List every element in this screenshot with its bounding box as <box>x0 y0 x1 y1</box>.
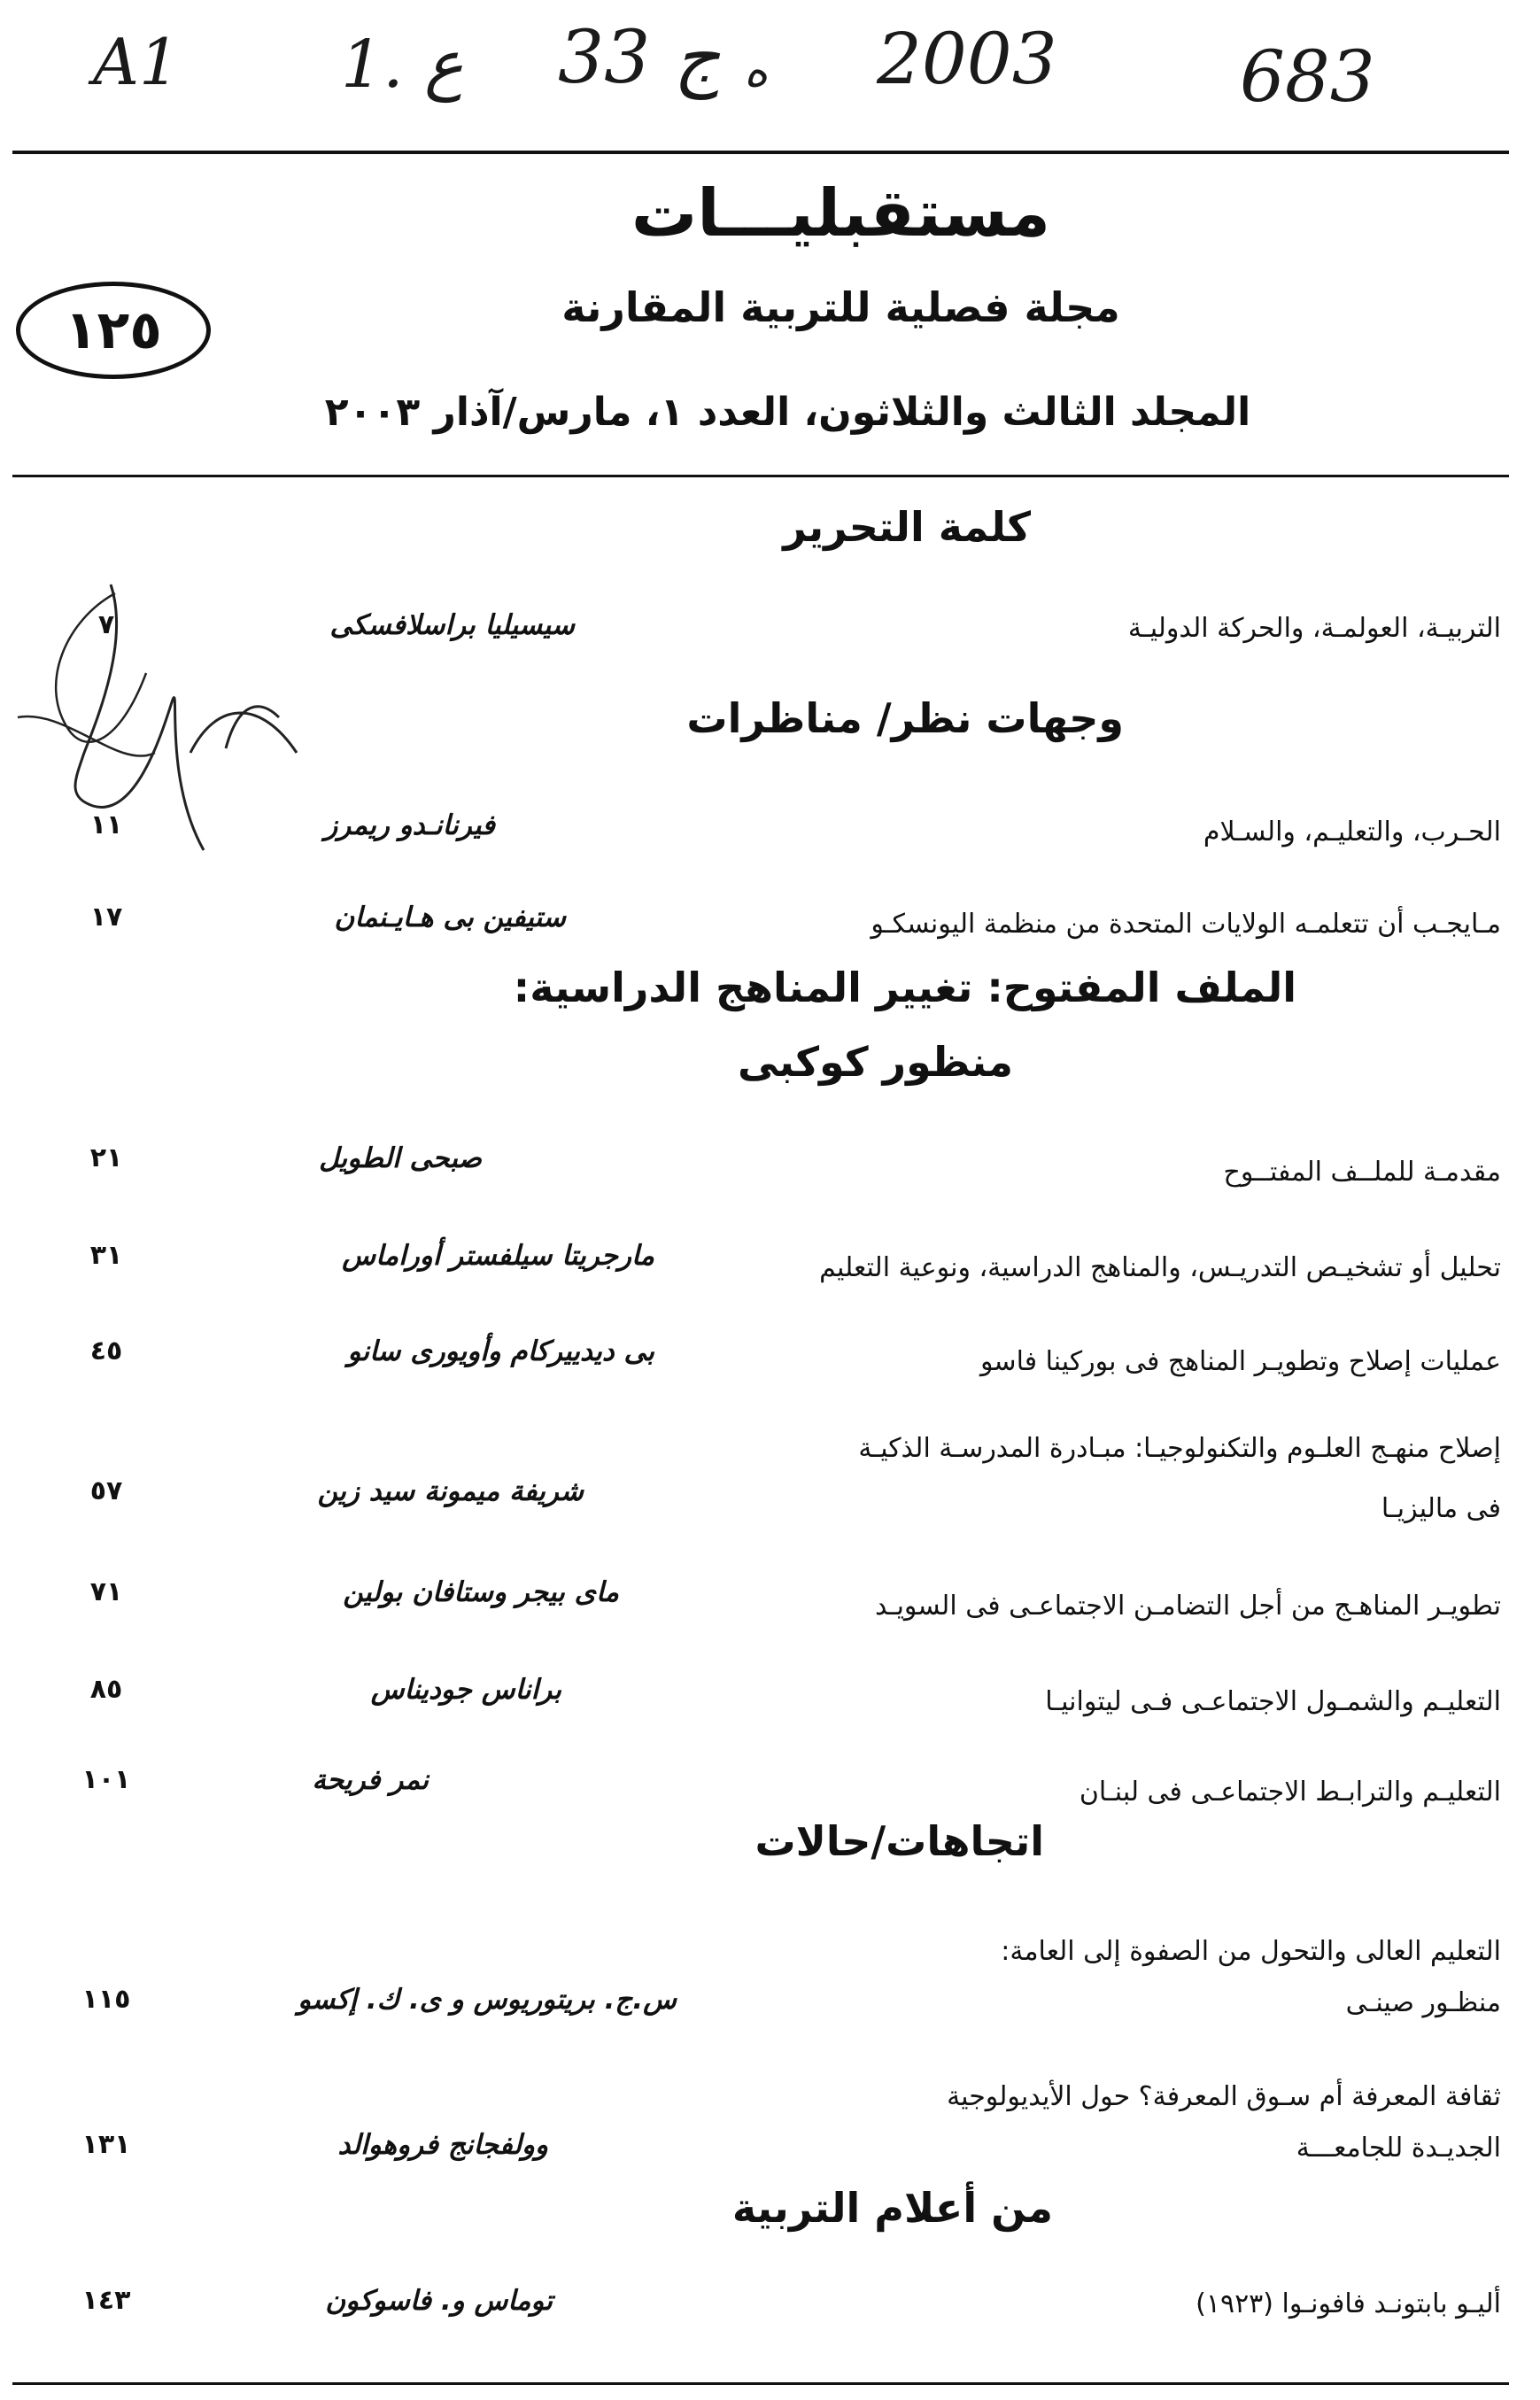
toc-page: ٧١ <box>89 1576 123 1607</box>
header-rule <box>12 475 1509 477</box>
journal-subtitle: مجلة فصلية للتربية المقارنة <box>561 283 1120 331</box>
toc-title: تطويـر المناهـج من أجل التضامـن الاجتماعـى فى السويـد <box>875 1591 1501 1622</box>
volume-line: المجلد الثالث والثلاثون، العدد ١، مارس/آذار ٢٠٠٣ <box>324 390 1251 435</box>
toc-author: بى ديدييركام وأويورى سانو <box>347 1335 654 1367</box>
toc-title: إصلاح منهـج العلـوم والتكنولوجيـا: مبـادرة المدرسـة الذكيـة <box>858 1433 1501 1464</box>
toc-author: صبحى الطويل <box>319 1142 482 1174</box>
toc-title-continued: منظـور صينـى <box>1345 1987 1501 2018</box>
section-heading-open-file: الملف المفتوح: تغيير المناهج الدراسية: <box>513 964 1296 1011</box>
toc-author: ستيفين بى هـايـنمان <box>334 902 566 933</box>
toc-title: التربيـة، العولمـة، والحركة الدوليـة <box>1127 613 1501 644</box>
toc-author: توماس و. فاسوكون <box>325 2285 553 2317</box>
section-heading-open-file-sub: منظور كوكبى <box>737 1038 1013 1086</box>
section-heading-figures: من أعلام التربية <box>731 2184 1053 2232</box>
toc-page: ١١ <box>89 809 123 840</box>
toc-title: عمليات إصلاح وتطويـر المناهج فى بوركينا فاسو <box>979 1346 1501 1377</box>
journal-name: مستقبليـــات <box>631 175 1051 252</box>
toc-author: مارجريتا سيلفستر أوراماس <box>342 1240 654 1272</box>
section-heading-editorial: كلمة التحرير <box>783 503 1031 551</box>
toc-author: ماى بيجر وستافان بولين <box>343 1576 619 1608</box>
toc-page: ٥٧ <box>89 1475 123 1506</box>
toc-page: ١٠١ <box>81 1764 131 1795</box>
toc-title: أليـو بابتونـد فافونـوا (١٩٢٣) <box>1196 2288 1501 2319</box>
toc-title: تحليل أو تشخيـص التدريـس، والمناهج الدراسية، ونوعية التعليم <box>819 1252 1501 1283</box>
toc-page: ٨٥ <box>89 1674 123 1705</box>
section-heading-viewpoints: وجهات نظر/ مناظرات <box>686 694 1124 742</box>
toc-title: الحـرب، والتعليـم، والسـلام <box>1203 817 1501 848</box>
handwritten-shelf-c: 33 ج <box>558 16 721 100</box>
toc-page: ٢١ <box>89 1142 123 1173</box>
toc-title: مقدمـة للملــف المفتــوح <box>1223 1157 1501 1188</box>
toc-page: ٣١ <box>89 1240 123 1271</box>
toc-page: ١٣١ <box>81 2129 131 2160</box>
toc-title-continued: فى ماليزيـا <box>1381 1493 1501 1524</box>
toc-title: التعليم العالى والتحول من الصفوة إلى العامة: <box>1001 1936 1501 1967</box>
toc-author: سيسيليا براسلافسكى <box>329 609 575 641</box>
toc-title: التعليـم والشمـول الاجتماعـى فـى ليتوانيـا <box>1045 1686 1501 1717</box>
toc-title: مـايجـب أن تتعلمـه الولايات المتحدة من منظمة اليونسكـو <box>871 909 1501 940</box>
toc-author: شريفة ميمونة سيد زين <box>317 1475 584 1507</box>
toc-page: ١٧ <box>89 902 123 933</box>
handwritten-shelf-d: ه <box>744 44 769 97</box>
top-rule <box>12 151 1509 154</box>
toc-author: براناس جوديناس <box>370 1674 561 1706</box>
toc-page: ١٤٣ <box>81 2285 131 2316</box>
toc-title: ثقافة المعرفة أم سـوق المعرفة؟ حول الأيديولوجية <box>947 2081 1501 2112</box>
toc-title: التعليـم والترابـط الاجتماعـى فى لبنـان <box>1079 1777 1501 1808</box>
handwritten-shelf-b: 1. ع <box>341 27 464 103</box>
handwritten-number: 683 <box>1240 35 1375 118</box>
handwritten-year: 2003 <box>877 18 1057 100</box>
toc-author: وولفجانج فروهوالد <box>337 2129 548 2161</box>
toc-author: فيرنانـدو ريمرز <box>324 809 495 841</box>
handwritten-shelf-a: A1 <box>93 25 180 99</box>
toc-page: ٤٥ <box>89 1335 123 1366</box>
toc-page: ١١٥ <box>81 1984 131 2015</box>
issue-badge: ١٢٥ <box>16 282 211 379</box>
toc-title-continued: الجديـدة للجامعـــة <box>1296 2133 1501 2164</box>
toc-author: نمر فريحة <box>312 1764 429 1796</box>
section-heading-trends: اتجاهات/حالات <box>755 1817 1044 1865</box>
toc-author: س.ج. بريتوريوس و ى. ك. إكسو <box>298 1984 677 2016</box>
bottom-rule <box>12 2382 1509 2385</box>
toc-page: ٧ <box>97 609 115 640</box>
